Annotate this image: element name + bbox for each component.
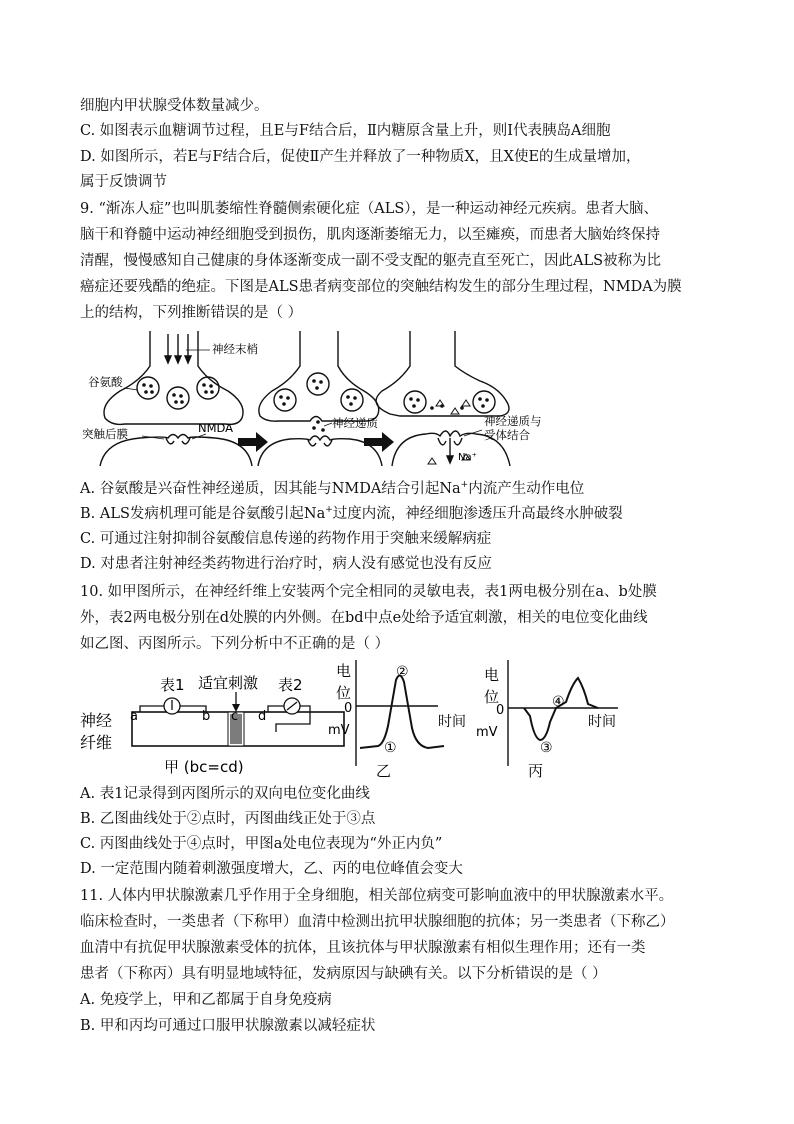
label-jia: 甲 (bc=cd): [164, 758, 244, 776]
q10-option-b: B. 乙图曲线处于②点时，丙图曲线正处于③点: [80, 811, 376, 827]
curve-point-3: ③: [540, 740, 553, 756]
label-postsynaptic-membrane: 突触后膜: [82, 427, 128, 441]
label-sodium-ion: Na⁺: [458, 452, 477, 463]
q9-option-a-text: A. 谷氨酸是兴奋性神经递质，因其能与NMDA结合引起Na: [80, 481, 461, 497]
q9-option-d: D. 对患者注射神经类药物进行治疗时，病人没有感觉也没有反应: [80, 556, 492, 572]
q9-stem-line-5: 上的结构，下列推断错误的是（ ）: [80, 305, 303, 321]
label-time-2: 时间: [588, 714, 616, 730]
label-dian-2: 电: [484, 666, 500, 684]
label-yi: 乙: [376, 762, 392, 780]
label-nerve-1: 神经: [80, 711, 113, 730]
label-zero-1: 0: [344, 701, 353, 716]
q9-option-a: [80, 480, 584, 498]
q10-option-c: C. 丙图曲线处于④点时，甲图a处电位表现为“外正内负”: [80, 836, 443, 852]
q9-option-a-text-end: 内流产生动作电位: [468, 481, 585, 497]
q11-stem-line-4: 患者（下称丙）具有明显地域特征，发病原因与缺碘有关。以下分析错误的是（ ）: [80, 966, 607, 982]
label-bing: 丙: [528, 762, 544, 780]
label-nerve-end: 神经末梢: [212, 342, 258, 356]
q10-option-a: A. 表1记录得到丙图所示的双向电位变化曲线: [80, 786, 370, 802]
figure-yi: [328, 660, 466, 780]
intro-line-1: 细胞内甲状腺受体数量减少。: [80, 98, 269, 114]
curve-point-1: ①: [384, 740, 397, 756]
q9-stem-line-3: 清醒，慢慢感知自己健康的身体逐渐变成一副不受支配的躯壳直至死亡，因此ALS被称为比: [80, 253, 662, 269]
q11-stem-line-1: 11. 人体内甲状腺激素几乎作用于全身细胞，相关部位病变可影响血液中的甲状腺激素水平。: [80, 888, 674, 904]
q9-option-b-sup: +: [325, 505, 333, 516]
intro-option-d-line-2: 属于反馈调节: [80, 174, 167, 190]
q10-option-d: D. 一定范围内随着刺激强度增大，乙、丙的电位峰值会变大: [80, 861, 463, 877]
q10-stem-line-2: 外，表2两电极分别在d处膜的内外侧。在bd中点e处给予适宜刺激，相关的电位变化曲线: [80, 610, 648, 626]
label-meter-1: 表1: [160, 676, 185, 694]
intro-option-c: C. 如图表示血糖调节过程，且E与F结合后，Ⅱ内糖原含量上升，则Ⅰ代表胰岛A细胞: [80, 123, 611, 139]
label-neurotransmitter: 神经递质: [332, 416, 378, 430]
point-d: d: [258, 709, 267, 724]
q11-stem-line-3: 血清中有抗促甲状腺激素受体的抗体，且该抗体与甲状腺激素有相似生理作用；还有一类: [80, 940, 646, 956]
label-zero-2: 0: [496, 703, 505, 718]
q9-option-b: [80, 505, 623, 523]
label-glutamate: 谷氨酸: [88, 375, 123, 389]
q11-option-a: A. 免疫学上，甲和乙都属于自身免疫病: [80, 992, 332, 1008]
label-wei-1: 位: [336, 684, 352, 702]
synapse-3: [376, 331, 510, 466]
curve-point-4: ④: [552, 694, 565, 710]
label-dian-1: 电: [336, 662, 352, 680]
q9-option-b-text: B. ALS发病机理可能是谷氨酸引起Na: [80, 506, 326, 522]
label-transmitter-bind-2: 受体结合: [484, 428, 530, 442]
label-nerve-2: 纤维: [80, 733, 113, 752]
label-nmda: NMDA: [198, 421, 234, 435]
q9-stem-line-2: 脑干和脊髓中运动神经细胞受到损伤，肌肉逐渐萎缩无力，以至瘫痪，而患者大脑始终保持: [80, 227, 660, 243]
label-meter-2: 表2: [278, 676, 303, 694]
arrow-right-icon: [364, 432, 394, 452]
curve-point-2: ②: [396, 664, 409, 680]
q9-stem-line-4: 癌症还要残酷的绝症。下图是ALS患者病变部位的突触结构发生的部分生理过程，NMDA为膜: [80, 279, 682, 295]
q11-stem-line-2: 临床检查时，一类患者（下称甲）血清中检测出抗甲状腺细胞的抗体；另一类患者（下称乙）: [80, 914, 675, 930]
point-a: a: [130, 709, 138, 724]
q9-option-c: C. 可通过注射抑制谷氨酸信息传递的药物作用于突触来缓解病症: [80, 531, 492, 547]
q9-option-a-sup: +: [460, 480, 469, 491]
q10-stem-line-1: 10. 如甲图所示，在神经纤维上安装两个完全相同的灵敏电表，表1两电极分别在a、b处膜: [80, 584, 657, 600]
label-mv-2: mV: [476, 725, 498, 740]
q9-option-b-text-end: 过度内流，神经细胞渗透压升高最终水肿破裂: [332, 506, 623, 522]
q9-stem-line-1: 9. “渐冻人症”也叫肌萎缩性脊髓侧索硬化症（ALS），是一种运动神经元疾病。患者大脑、: [80, 201, 659, 217]
figure-bing: [476, 660, 618, 780]
q10-stem-line-3: 如乙图、丙图所示。下列分析中不正确的是（ ）: [80, 636, 390, 652]
q9-synapse-figure: [80, 326, 570, 471]
label-transmitter-bind-1: 神经递质与: [484, 414, 542, 428]
label-mv-1: mV: [328, 723, 350, 738]
label-stimulus: 适宜刺激: [198, 674, 259, 692]
arrow-right-icon: [238, 432, 268, 452]
synapse-2: [258, 331, 382, 466]
figure-jia: [80, 674, 344, 776]
label-wei-2: 位: [484, 688, 500, 706]
label-time-1: 时间: [438, 714, 466, 730]
q11-option-b: B. 甲和丙均可通过口服甲状腺激素以减轻症状: [80, 1018, 376, 1034]
point-c: c: [231, 709, 239, 724]
intro-option-d-line-1: D. 如图所示，若E与F结合后，促使Ⅱ产生并释放了一种物质X，且X使E的生成量增加，: [80, 149, 641, 165]
point-b: b: [202, 709, 211, 724]
q10-figure: [78, 656, 638, 780]
